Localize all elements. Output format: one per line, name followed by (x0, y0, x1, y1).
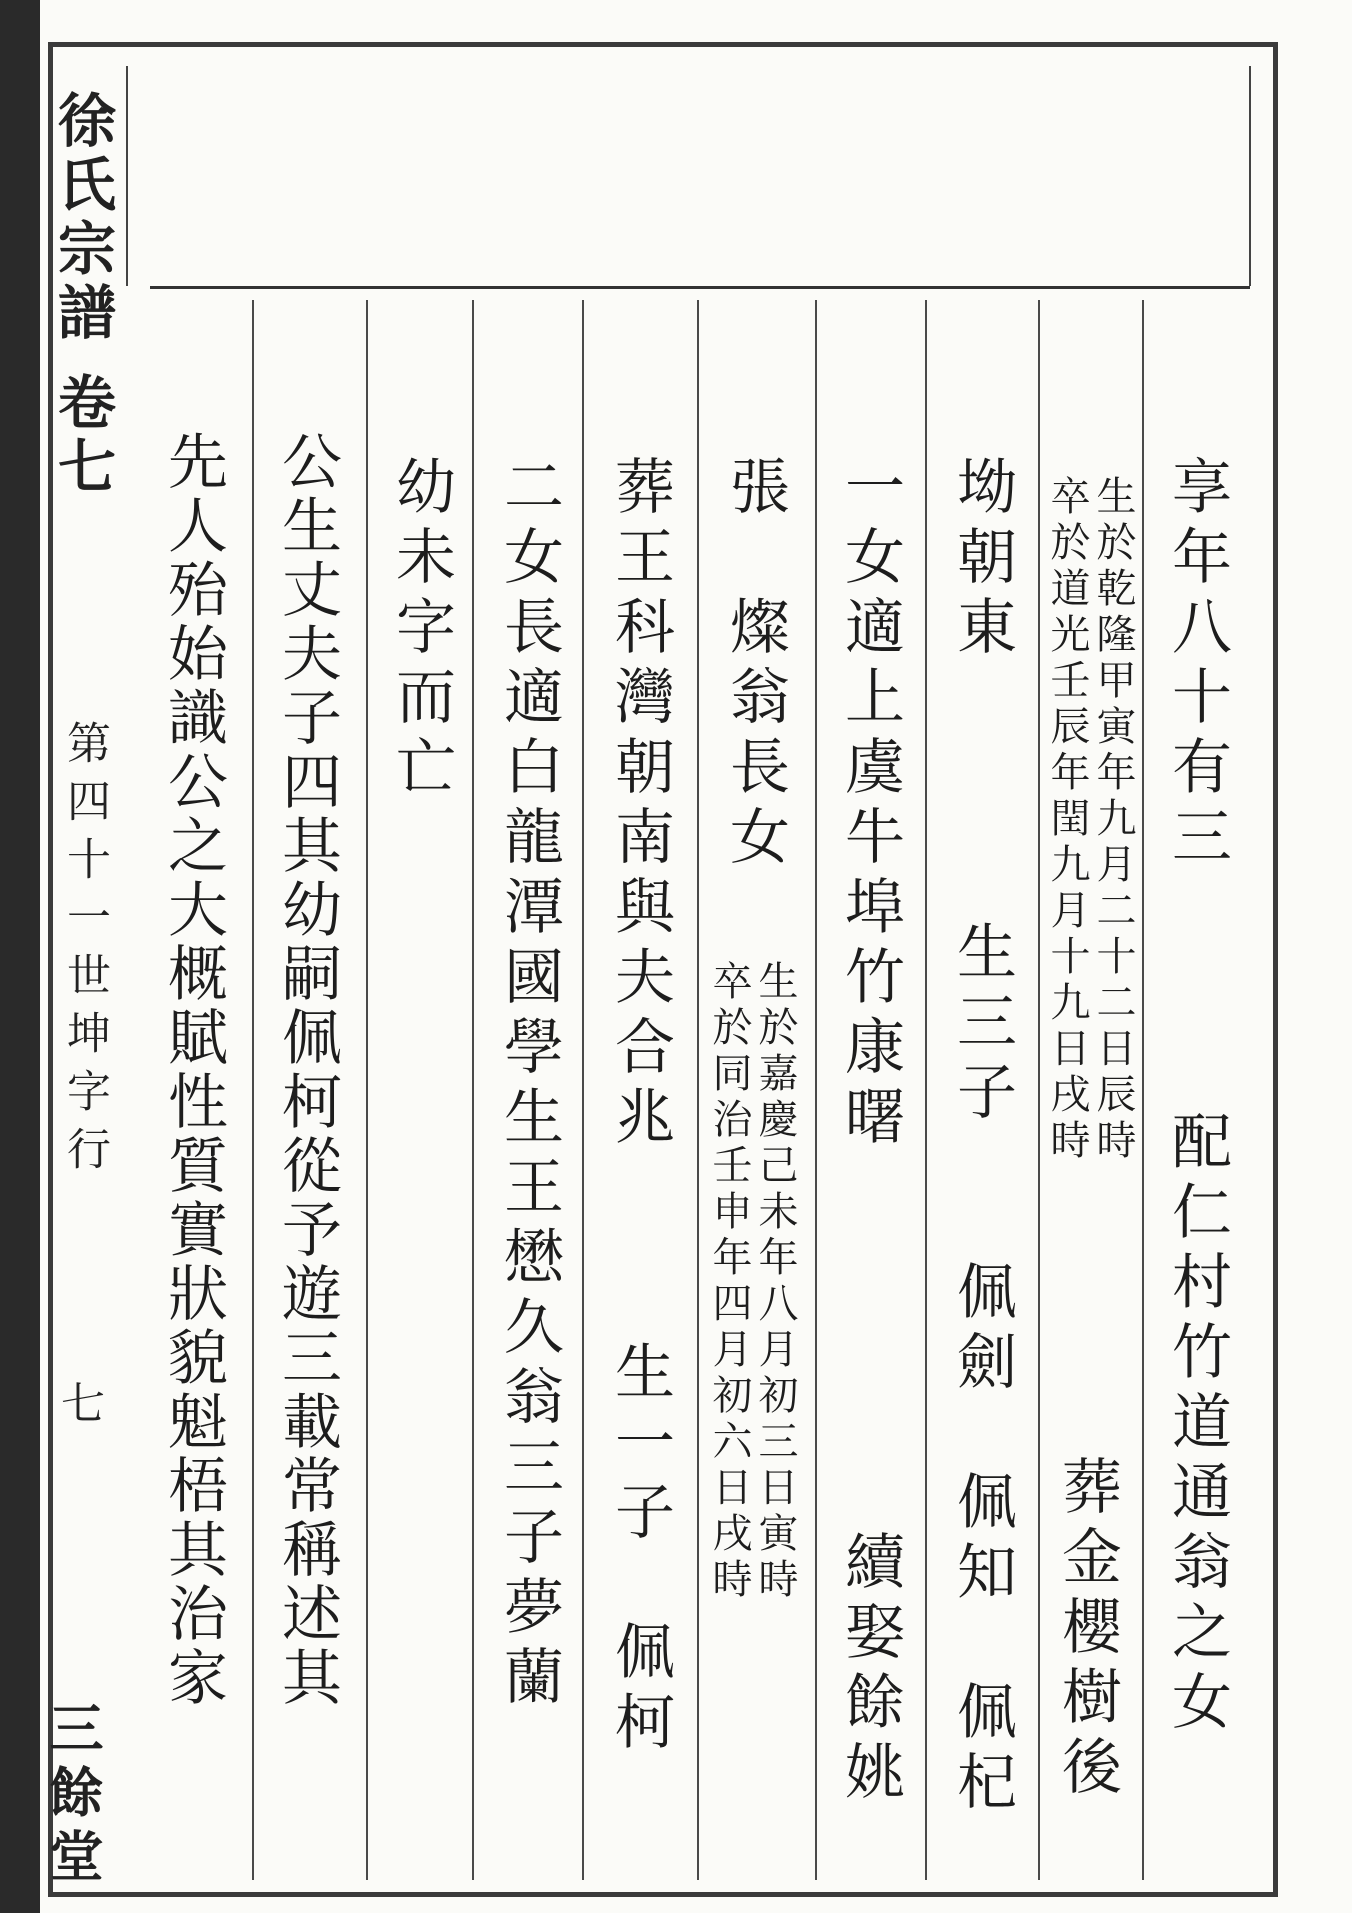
header-rule (150, 286, 1250, 289)
column-3-mid: 生三子 (947, 920, 1017, 1130)
column-rule (366, 300, 368, 1880)
column-rule (925, 300, 927, 1880)
column-rule (472, 300, 474, 1880)
binding-spine (0, 0, 40, 1913)
header-space (126, 66, 1251, 286)
column-2-tail: 葬金櫻樹後 (1052, 1455, 1122, 1805)
column-5-death-note: 卒於同治壬申年四月初六日戌時 (706, 960, 752, 1604)
column-4-tail: 續娶餘姚 (835, 1530, 905, 1810)
column-9-main: 公生丈夫子四其幼嗣佩柯從予遊三載常稱述其 (272, 430, 342, 1710)
column-rule (697, 300, 699, 1880)
hall-name: 三餘堂 (41, 1700, 105, 1892)
column-3-tail: 佩劍 佩知 佩杞 (947, 1260, 1017, 1820)
column-10-main: 先人殆始識公之大概賦性質實狀貌魁梧其治家 (158, 430, 228, 1710)
column-4-main: 一女適上虞牛埠竹康曙 (835, 455, 905, 1155)
column-5-birth-note: 生於嘉慶己未年八月初三日寅時 (752, 960, 798, 1604)
column-rule (252, 300, 254, 1880)
column-2-birth-note: 生於乾隆甲寅年九月二十二日辰時 (1090, 475, 1136, 1165)
column-rule (1038, 300, 1040, 1880)
column-7-main: 二女長適白龍潭國學生王懋久翁三子夢蘭 (494, 455, 564, 1715)
generation-label: 第四十一世坤字行 (59, 720, 110, 1184)
column-8-main: 幼未字而亡 (386, 455, 456, 805)
page-number: 七 (53, 1380, 104, 1424)
column-6-tail: 生一子 佩柯 (605, 1340, 675, 1760)
column-rule (582, 300, 584, 1880)
column-rule (1142, 300, 1144, 1880)
column-rule (815, 300, 817, 1880)
column-5-main: 張 燦翁長女 (720, 455, 790, 875)
column-2-death-note: 卒於道光壬辰年閏九月十九日戌時 (1044, 475, 1090, 1165)
column-3-main: 坳朝東 (947, 455, 1017, 665)
column-1-main: 享年八十有三 (1162, 455, 1232, 875)
column-1-tail: 配仁村竹道通翁之女 (1162, 1110, 1232, 1740)
column-6-main: 葬王科灣朝南與夫合兆 (605, 455, 675, 1155)
book-title: 徐氏宗譜 卷七 (48, 90, 116, 501)
